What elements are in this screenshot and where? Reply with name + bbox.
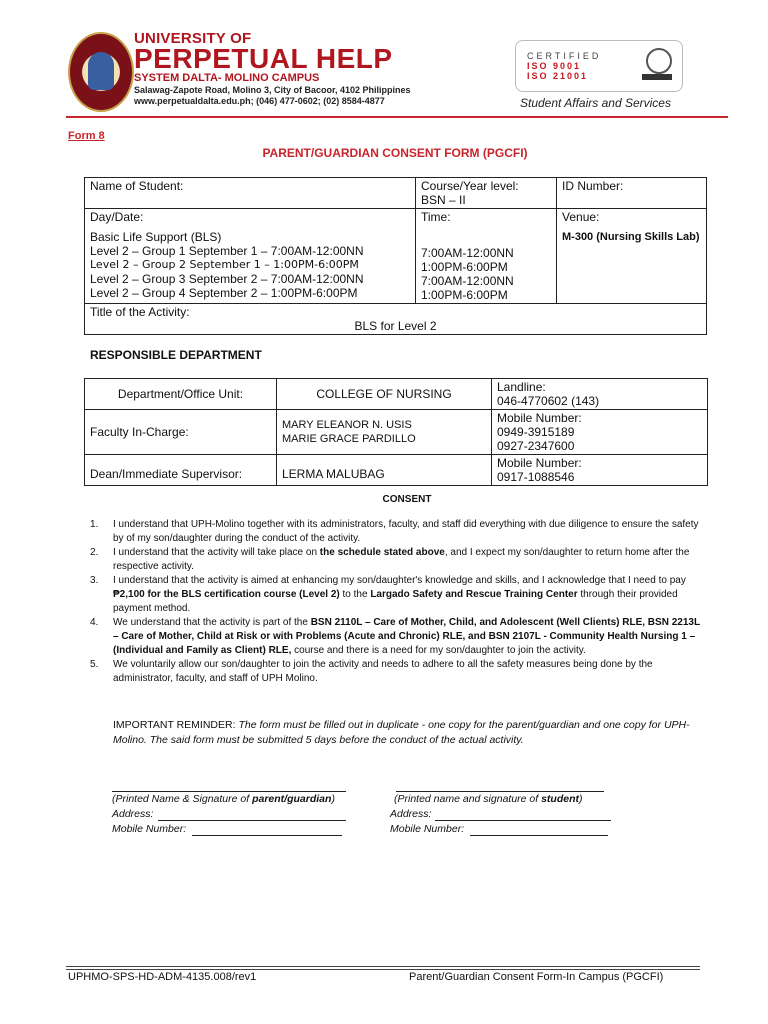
form-title: PARENT/GUARDIAN CONSENT FORM (PGCFI)	[262, 146, 528, 160]
student-signature-caption	[394, 793, 583, 805]
consent-item-text: Largado Safety and Rescue Training Center	[370, 589, 578, 600]
consent-item-number: 3.	[90, 575, 99, 586]
consent-heading: CONSENT	[382, 494, 432, 505]
parent-address-label: Address:	[112, 808, 154, 820]
consent-item	[90, 616, 702, 658]
dept-value-cell	[277, 379, 492, 410]
footer-form-name: Parent/Guardian Consent Form-In Campus (PGCFI)	[409, 971, 664, 983]
caption-suffix: )	[579, 793, 583, 805]
parent-mobile-field[interactable]	[192, 835, 342, 836]
caption-suffix: )	[331, 793, 335, 805]
consent-item-number: 2.	[90, 547, 99, 558]
consent-item-text: We understand that the activity is part of the	[113, 617, 311, 628]
campus-name: SYSTEM DALTA- MOLINO CAMPUS	[134, 72, 320, 84]
consent-item	[90, 546, 702, 574]
certified-label: CERTIFIED	[527, 51, 602, 61]
parent-mobile-label: Mobile Number:	[112, 823, 187, 835]
time-value: 1:00PM-6:00PM	[421, 288, 508, 302]
dean-value-cell	[277, 455, 492, 486]
consent-item-text: to the	[339, 589, 371, 600]
student-address-label: Address:	[390, 808, 432, 820]
dean-value: LERMA MALUBAG	[282, 467, 385, 481]
university-name-line1: UNIVERSITY OF	[134, 30, 252, 47]
important-reminder	[113, 718, 705, 748]
parent-signature-caption	[112, 793, 335, 805]
faculty-label: Faculty In-Charge:	[90, 425, 189, 439]
activity-title-cell	[85, 304, 707, 335]
time-value: 7:00AM-12:00NN	[421, 246, 514, 260]
consent-item	[90, 574, 702, 616]
student-signature-line[interactable]	[396, 791, 604, 792]
student-mobile-label: Mobile Number:	[390, 823, 465, 835]
id-number-label: ID Number:	[562, 179, 624, 193]
footer-divider	[66, 966, 700, 967]
consent-item-text: ₱2,100 for the BLS certification course (Level 2)	[113, 589, 340, 600]
office-name: Student Affairs and Services	[520, 96, 671, 110]
university-address: Salawag-Zapote Road, Molino 3, City of Bacoor, 4102 Philippines	[134, 85, 411, 95]
consent-item-number: 4.	[90, 617, 99, 628]
student-name-label: Name of Student:	[90, 179, 184, 193]
faculty-names-cell	[277, 410, 492, 455]
dean-mobile-cell	[492, 455, 708, 486]
consent-item	[90, 658, 702, 686]
certification-logo-bar	[642, 74, 672, 80]
consent-item	[90, 518, 702, 546]
consent-item-number: 1.	[90, 519, 99, 530]
schedule-cell	[85, 209, 416, 304]
course-value: BSN – II	[421, 193, 466, 207]
header-divider	[66, 116, 728, 118]
id-number-cell[interactable]	[557, 178, 707, 209]
consent-item-number: 5.	[90, 659, 99, 670]
day-date-label: Day/Date:	[90, 210, 144, 224]
schedule-line: Level 2 – Group 1 September 1 – 7:00AM-12:00NN	[90, 244, 364, 258]
student-address-field[interactable]	[435, 820, 611, 821]
consent-item-text: BSN 2110L – Care of Mother, Child, and Adolescent (Well Clients) RLE, BSN 2213L – Care of Mother, Child at Risk or with Problems (Acute and Chronic) RLE, and BSN 2107L - Community Health Nursing 1 – (Individual and Family as Client) RLE,	[113, 617, 700, 656]
faculty-name: MARIE GRACE PARDILLO	[282, 433, 416, 445]
venue-value: M-300 (Nursing Skills Lab)	[562, 231, 700, 243]
schedule-line: Level 2 – Group 3 September 2 – 7:00AM-12:00NN	[90, 272, 364, 286]
university-contact: www.perpetualdalta.edu.ph; (046) 477-0602; (02) 8584-4877	[134, 96, 385, 106]
dept-label-cell	[85, 379, 277, 410]
venue-label: Venue:	[562, 210, 600, 224]
footer-divider	[66, 969, 700, 970]
schedule-line: Level 2 – Group 4 September 2 – 1:00PM-6:00PM	[90, 286, 358, 300]
activity-title-label: Title of the Activity:	[90, 305, 190, 319]
faculty-mobile: 0949-3915189	[497, 425, 575, 439]
time-value: 7:00AM-12:00NN	[421, 274, 514, 288]
university-name-line2: PERPETUAL HELP	[134, 43, 393, 74]
landline-cell	[492, 379, 708, 410]
dean-label-cell	[85, 455, 277, 486]
consent-item-text: I understand that the activity is aimed at enhancing my son/daughter's knowledge and skills, and I acknowledge that I need to pay	[113, 575, 686, 586]
consent-item-text: , and I expect my son/daughter to return home after the respective activity.	[113, 547, 690, 572]
landline-value: 046-4770602 (143)	[497, 394, 600, 408]
document-code: UPHMO-SPS-HD-ADM-4135.008/rev1	[68, 971, 257, 983]
dean-mobile: 0917-1088546	[497, 470, 575, 484]
caption-prefix: (Printed name and signature of	[394, 793, 542, 805]
activity-title-value: BLS for Level 2	[354, 319, 437, 333]
dean-label: Dean/Immediate Supervisor:	[90, 467, 243, 481]
reminder-label: IMPORTANT REMINDER:	[113, 719, 236, 731]
consent-item-text: course and there is a need for my son/daughter to join the activity.	[291, 645, 586, 656]
dept-value: COLLEGE OF NURSING	[316, 387, 452, 401]
caption-bold: parent/guardian	[252, 793, 332, 805]
landline-label: Landline:	[497, 380, 546, 394]
consent-item-text: We voluntarily allow our son/daughter to join the activity and needs to adhere to all the safety measures being done by the administrator, faculty, and staff of UPH Molino.	[113, 659, 653, 684]
activity-info-table	[84, 177, 707, 335]
bureau-veritas-logo	[646, 48, 672, 74]
faculty-label-cell	[85, 410, 277, 455]
responsible-department-heading: RESPONSIBLE DEPARTMENT	[90, 348, 262, 362]
consent-item-text: the schedule stated above	[319, 547, 445, 558]
responsible-department-table	[84, 378, 708, 486]
consent-list	[90, 518, 702, 686]
faculty-mobile-label: Mobile Number:	[497, 411, 582, 425]
activity-name: Basic Life Support (BLS)	[90, 230, 222, 244]
form-number: Form 8	[68, 130, 105, 142]
student-name-cell[interactable]	[85, 178, 416, 209]
reminder-text: The form must be filled out in duplicate - one copy for the parent/guardian and one copy for UPH-Molino. The said form must be submitted 5 days before the conduct of the actual activity.	[113, 719, 690, 746]
university-seal-logo	[68, 32, 134, 112]
dept-label: Department/Office Unit:	[117, 387, 244, 401]
time-label: Time:	[421, 210, 451, 224]
caption-prefix: (Printed Name & Signature of	[112, 793, 253, 805]
time-value: 1:00PM-6:00PM	[421, 260, 508, 274]
consent-item-text: through their provided payment method.	[113, 589, 678, 614]
dean-mobile-label: Mobile Number:	[497, 456, 582, 470]
time-cell	[416, 209, 557, 304]
student-mobile-field[interactable]	[470, 835, 608, 836]
schedule-line: Level 2 – Group 2 September 1 – 1:00PM-6:00PM	[90, 258, 359, 271]
course-label: Course/Year level:	[421, 179, 519, 193]
consent-item-text: I understand that UPH-Molino together with its administrators, faculty, and staff did everything with due diligence to ensure the safety by of my son/daughter during the conduct of the activity.	[113, 519, 699, 544]
caption-bold: student	[541, 793, 580, 805]
iso-9001-label: ISO 9001	[527, 61, 582, 71]
parent-address-field[interactable]	[158, 820, 346, 821]
parent-signature-line[interactable]	[112, 791, 346, 792]
venue-cell	[557, 209, 707, 304]
consent-item-text: I understand that the activity will take place on	[113, 547, 320, 558]
course-cell	[416, 178, 557, 209]
iso-21001-label: ISO 21001	[527, 71, 589, 81]
faculty-mobile: 0927-2347600	[497, 439, 575, 453]
faculty-mobile-cell	[492, 410, 708, 455]
faculty-name: MARY ELEANOR N. USIS	[282, 419, 412, 431]
